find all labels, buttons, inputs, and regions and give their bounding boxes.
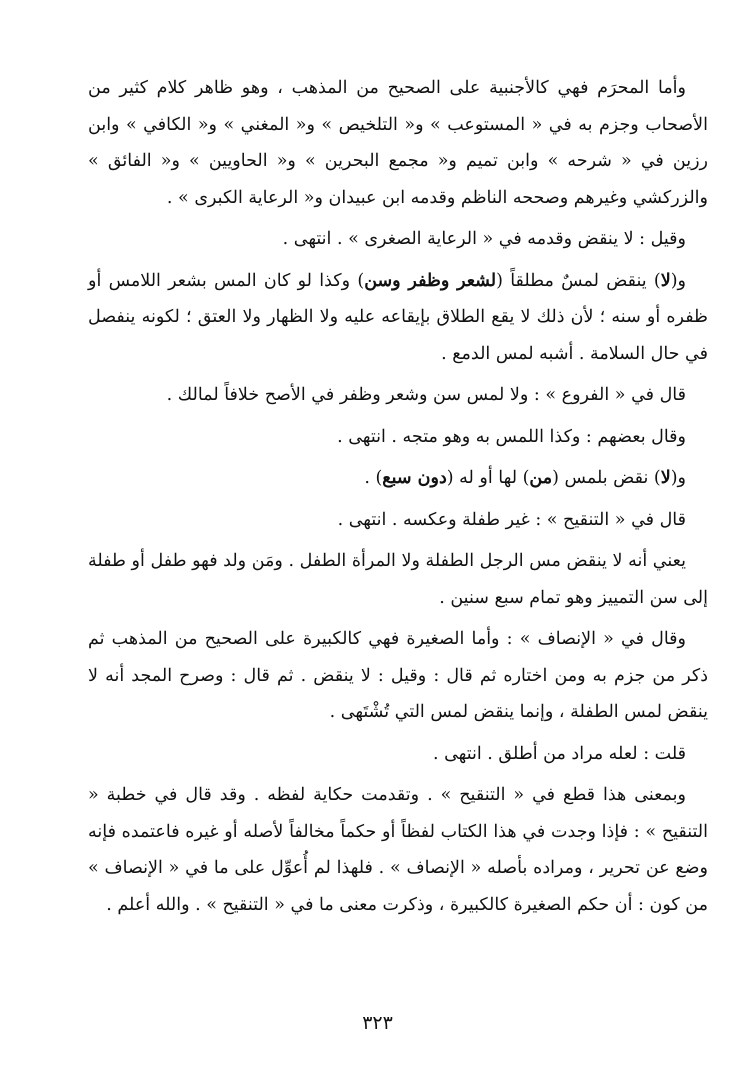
paragraph: [88, 543, 708, 616]
text-segment: ) نقض بلمس (: [552, 468, 661, 488]
paragraph: [88, 70, 708, 216]
text-segment: ) ينقض لمسٌ مطلقاً (: [496, 270, 661, 291]
bold-text-segment: لشعر وظفر وسن: [364, 270, 497, 291]
text-segment: ) وكذا لو كان المس بشعر اللامس أو ظفره أو سنه ؛ لأن ذلك لا يقع الطلاق بإيقاعه عليه ولا الظهار ولا العتق ؛ لكونه ينفصل في حال السلامة . أشبه لمس الدمع .: [88, 270, 708, 364]
paragraph: [88, 221, 708, 258]
text-segment: ) .: [364, 468, 383, 488]
text-segment: وبمعنى هذا قطع في « التنقيح » . وتقدمت حكاية لفظه . وقد قال في خطبة « التنقيح » : فإذا وجدت في هذا الكتاب لفظاً أو حكماً مخالفاً لأصله أو غيره فاعتمده فإنه وضع عن تحرير ، ومراده بأصله « الإنصاف » . فلهذا لم أُعوِّل على ما في « الإنصاف » من كون : أن حكم الصغيرة كالكبيرة ، وذكرت معنى ما في « التنقيح » . والله أعلم .: [88, 785, 708, 915]
page-number: ٣٢٣: [362, 1012, 393, 1034]
text-segment: وقال بعضهم : وكذا اللمس به وهو متجه . انتهى .: [337, 426, 686, 447]
paragraph: [88, 777, 708, 923]
text-segment: قال في « الفروع » : ولا لمس سن وشعر وظفر في الأصح خلافاً لمالك .: [166, 385, 686, 405]
paragraph: [88, 621, 708, 731]
page-body: [88, 70, 708, 928]
paragraph: [88, 460, 708, 497]
text-segment: قلت : لعله مراد من أطلق . انتهى .: [432, 743, 686, 764]
bold-text-segment: دون سبع: [382, 468, 447, 488]
text-segment: وأما المحرَم فهي كالأجنبية على الصحيح من المذهب ، وهو ظاهر كلام كثير من الأصحاب وجزم به في « المستوعب » و« التلخيص » و« المغني » و« الكافي » وابن رزين في « شرحه » وابن تميم و« مجمع البحرين » و« الحاويين » و« الفائق » والزركشي وغيرهم وصححه الناظم وقدمه ابن عبيدان و« الرعاية الكبرى » .: [88, 78, 708, 208]
text-segment: وقيل : لا ينقض وقدمه في « الرعاية الصغرى » . انتهى .: [282, 229, 686, 249]
text-segment: قال في « التنقيح » : غير طفلة وعكسه . انتهى .: [337, 509, 686, 530]
paragraph: [88, 419, 708, 456]
text-segment: وقال في « الإنصاف » : وأما الصغيرة فهي كالكبيرة على الصحيح من المذهب ثم ذكر من جزم به ومن اختاره ثم قال : وقيل : لا ينقض . ثم قال : وصرح المجد أنه لا ينقض لمس الطفلة ، وإنما ينقض لمس التي تُشْتَهى .: [88, 629, 708, 722]
text-segment: ) لها أو له (: [446, 468, 530, 488]
bold-text-segment: لا: [660, 468, 671, 488]
text-segment: و(: [670, 270, 686, 291]
text-segment: و(: [670, 468, 686, 488]
paragraph: [88, 263, 708, 373]
paragraph: [88, 502, 708, 539]
text-segment: يعني أنه لا ينقض مس الرجل الطفلة ولا المرأة الطفل . ومَن ولد فهو طفل أو طفلة إلى سن التمييز وهو تمام سبع سنين .: [88, 551, 708, 608]
paragraph: [88, 736, 708, 773]
paragraph: [88, 377, 708, 414]
bold-text-segment: لا: [660, 270, 671, 291]
bold-text-segment: من: [529, 468, 553, 488]
